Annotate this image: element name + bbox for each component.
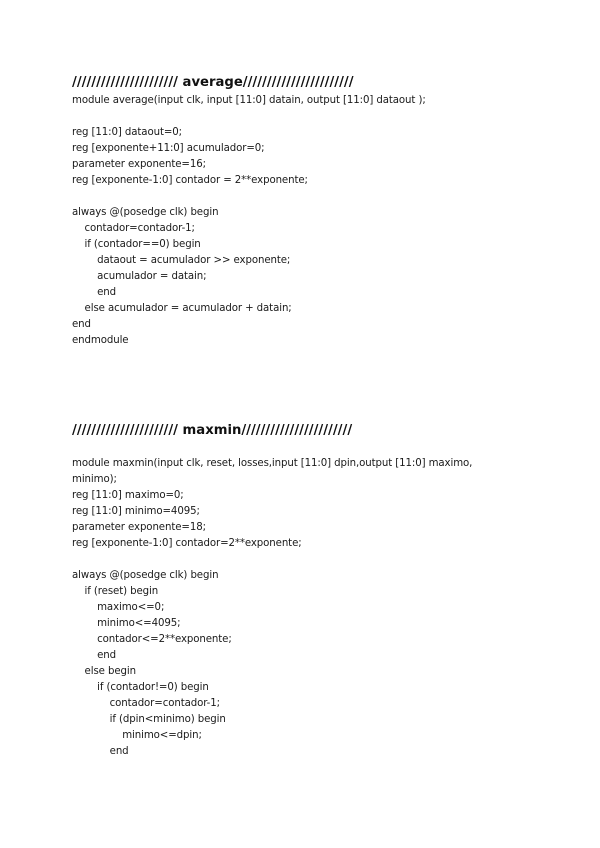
code-block-average xyxy=(72,93,532,349)
code-line xyxy=(72,189,532,205)
section-heading-average: ////////////////////// average/////////////////////// xyxy=(72,75,354,90)
average-section xyxy=(72,74,532,349)
code-line: reg [exponente-1:0] contador = 2**exponente; xyxy=(72,175,308,186)
spacer xyxy=(72,440,532,456)
code-line: if (dpin<minimo) begin xyxy=(72,714,226,725)
code-line: reg [exponente-1:0] contador=2**exponente; xyxy=(72,538,302,549)
code-line: contador=contador-1; xyxy=(72,223,195,234)
code-line: endmodule xyxy=(72,335,129,346)
code-line: contador<=2**exponente; xyxy=(72,634,232,645)
code-line: contador=contador-1; xyxy=(72,698,220,709)
code-line: minimo); xyxy=(72,474,117,485)
code-line: else acumulador = acumulador + datain; xyxy=(72,303,292,314)
code-line: parameter exponente=18; xyxy=(72,522,206,533)
code-line: maximo<=0; xyxy=(72,602,165,613)
code-line: reg [11:0] minimo=4095; xyxy=(72,506,200,517)
code-line: if (contador!=0) begin xyxy=(72,682,209,693)
code-line: end xyxy=(72,319,91,330)
code-line: reg [11:0] maximo=0; xyxy=(72,490,184,501)
code-line: end xyxy=(72,650,116,661)
code-line: module average(input clk, input [11:0] datain, output [11:0] dataout ); xyxy=(72,95,426,106)
code-line: else begin xyxy=(72,666,136,677)
code-line: reg [11:0] dataout=0; xyxy=(72,127,182,138)
code-line: reg [exponente+11:0] acumulador=0; xyxy=(72,143,265,154)
code-line: always @(posedge clk) begin xyxy=(72,570,219,581)
maxmin-section xyxy=(72,422,532,760)
code-line: end xyxy=(72,746,129,757)
code-line: if (reset) begin xyxy=(72,586,159,597)
code-line: end xyxy=(72,287,116,298)
section-heading-maxmin: ////////////////////// maxmin/////////////////////// xyxy=(72,423,353,438)
code-line: parameter exponente=16; xyxy=(72,159,206,170)
code-line xyxy=(72,552,532,568)
code-block-maxmin xyxy=(72,456,532,760)
code-line: if (contador==0) begin xyxy=(72,239,201,250)
code-line: acumulador = datain; xyxy=(72,271,207,282)
code-line: module maxmin(input clk, reset, losses,input [11:0] dpin,output [11:0] maximo, xyxy=(72,458,473,469)
code-line: always @(posedge clk) begin xyxy=(72,207,219,218)
code-line xyxy=(72,109,532,125)
code-line: dataout = acumulador >> exponente; xyxy=(72,255,291,266)
code-line: minimo<=4095; xyxy=(72,618,181,629)
code-line: minimo<=dpin; xyxy=(72,730,202,741)
